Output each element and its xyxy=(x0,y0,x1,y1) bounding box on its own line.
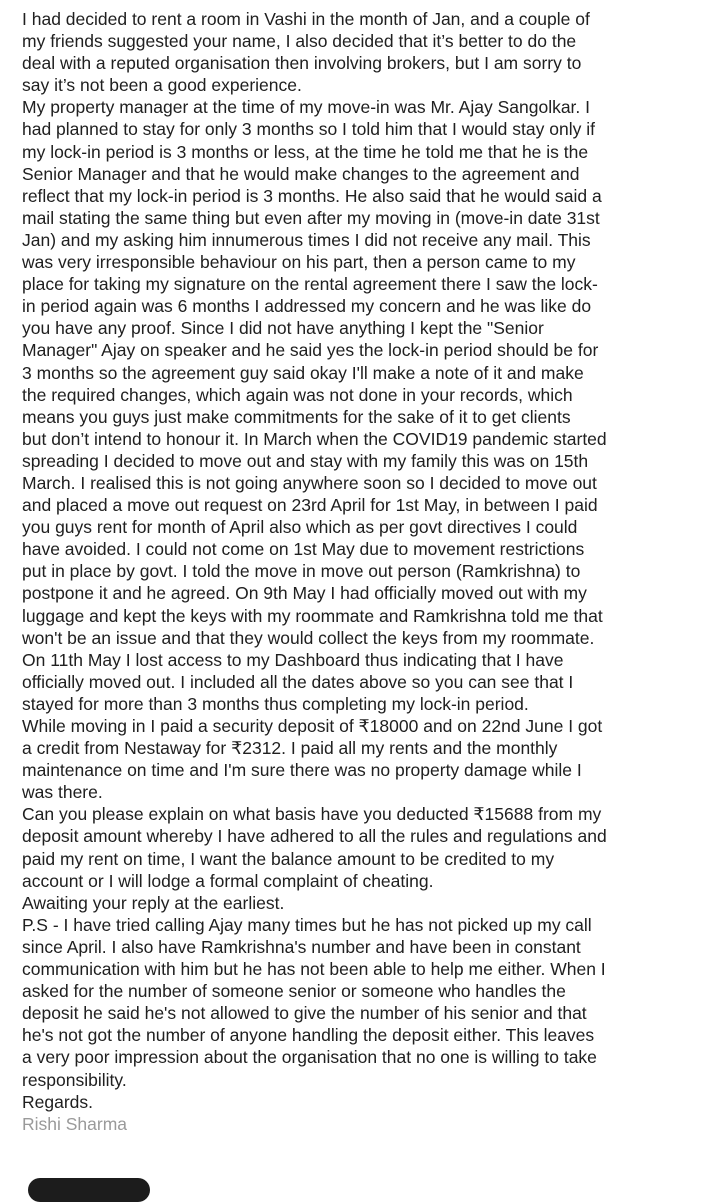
letter-line: On 11th May I lost access to my Dashboard thus indicating that I have xyxy=(22,649,564,670)
letter-line: deposit amount whereby I have adhered to all the rules and regulations and xyxy=(22,826,607,847)
letter-line: you guys rent for month of April also which as per govt directives I could xyxy=(22,517,578,538)
letter-line: won't be an issue and that they would collect the keys from my roommate. xyxy=(22,627,595,648)
letter-line: P.S - I have tried calling Ajay many times but he has not picked up my call xyxy=(22,914,592,935)
letter-line: Awaiting your reply at the earliest. xyxy=(22,892,285,913)
letter-line: Regards. xyxy=(22,1091,94,1112)
letter-line: paid my rent on time, I want the balance amount to be credited to my xyxy=(22,848,555,869)
letter-line: Jan) and my asking him innumerous times I did not receive any mail. This xyxy=(22,229,591,250)
letter-line: means you guys just make commitments for the sake of it to get clients xyxy=(22,406,571,427)
letter-line: responsibility. xyxy=(22,1069,127,1090)
letter-line: reflect that my lock-in period is 3 months. He also said that he would said a xyxy=(22,185,602,206)
letter-line: place for taking my signature on the rental agreement there I saw the lock- xyxy=(22,274,598,295)
letter-line: say it’s not been a good experience. xyxy=(22,75,302,96)
letter-line: had planned to stay for only 3 months so I told him that I would stay only if xyxy=(22,119,595,140)
letter-line: stayed for more than 3 months thus completing my lock-in period. xyxy=(22,693,529,714)
letter-line: account or I will lodge a formal complaint of cheating. xyxy=(22,870,434,891)
letter-line: postpone it and he agreed. On 9th May I had officially moved out with my xyxy=(22,583,587,604)
letter-line: a credit from Nestaway for ₹2312. I paid all my rents and the monthly xyxy=(22,738,558,759)
letter-line: luggage and kept the keys with my roommate and Ramkrishna told me that xyxy=(22,605,603,626)
letter-line: Manager" Ajay on speaker and he said yes the lock-in period should be for xyxy=(22,340,599,361)
letter-body xyxy=(22,8,720,1135)
letter-line: a very poor impression about the organisation that no one is willing to take xyxy=(22,1047,597,1068)
letter-line: My property manager at the time of my move-in was Mr. Ajay Sangolkar. I xyxy=(22,97,591,118)
letter-line: was very irresponsible behaviour on his part, then a person came to my xyxy=(22,252,576,273)
letter-line: spreading I decided to move out and stay with my family this was on 15th xyxy=(22,450,589,471)
letter-line: maintenance on time and I'm sure there was no property damage while I xyxy=(22,760,582,781)
letter-line: officially moved out. I included all the dates above so you can see that I xyxy=(22,671,574,692)
letter-line: my lock-in period is 3 months or less, at the time he told me that he is the xyxy=(22,141,589,162)
letter-line: mail stating the same thing but even after my moving in (move-in date 31st xyxy=(22,207,600,228)
signature-name: Rishi Sharma xyxy=(22,1113,128,1134)
letter-line: the required changes, which again was not done in your records, which xyxy=(22,384,573,405)
letter-line: in period again was 6 months I addressed my concern and he was like do xyxy=(22,296,592,317)
letter-line: March. I realised this is not going anywhere soon so I decided to move out xyxy=(22,472,597,493)
letter-line: deposit he said he's not allowed to give the number of his senior and that xyxy=(22,1003,587,1024)
letter-line: I had decided to rent a room in Vashi in the month of Jan, and a couple of xyxy=(22,9,590,29)
letter-line: since April. I also have Ramkrishna's number and have been in constant xyxy=(22,936,581,957)
letter-line: 3 months so the agreement guy said okay I'll make a note of it and make xyxy=(22,362,584,383)
letter-line: was there. xyxy=(22,782,103,803)
letter-line: deal with a reputed organisation then involving brokers, but I am sorry to xyxy=(22,53,582,74)
letter-line: Senior Manager and that he would make changes to the agreement and xyxy=(22,163,580,184)
letter-line: have avoided. I could not come on 1st May due to movement restrictions xyxy=(22,539,585,560)
letter-line: While moving in I paid a security deposit of ₹18000 and on 22nd June I got xyxy=(22,716,603,736)
letter-line: my friends suggested your name, I also decided that it’s better to do the xyxy=(22,31,577,52)
redaction-bar xyxy=(28,1178,150,1202)
letter-line: asked for the number of someone senior or someone who handles the xyxy=(22,981,566,1002)
letter-line: communication with him but he has not been able to help me either. When I xyxy=(22,959,606,980)
letter-line: put in place by govt. I told the move in move out person (Ramkrishna) to xyxy=(22,561,581,582)
letter-line: Can you please explain on what basis have you deducted ₹15688 from my xyxy=(22,804,602,825)
letter-line: but don’t intend to honour it. In March when the COVID19 pandemic started xyxy=(22,428,607,449)
letter-line: and placed a move out request on 23rd April for 1st May, in between I paid xyxy=(22,495,598,516)
letter-line: he's not got the number of anyone handling the deposit either. This leaves xyxy=(22,1025,595,1046)
letter-line: you have any proof. Since I did not have anything I kept the "Senior xyxy=(22,318,544,339)
